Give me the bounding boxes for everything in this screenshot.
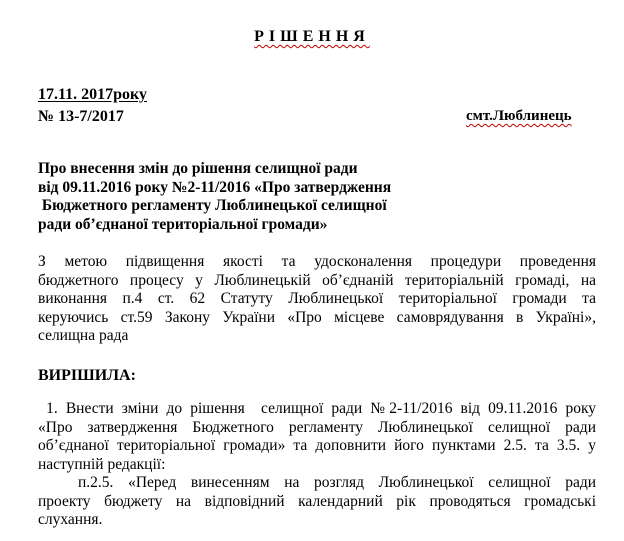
decision-date: 17.11. 2017року [38, 86, 148, 103]
preamble-paragraph [38, 253, 596, 346]
subject-line: Бюджетного регламенту Люблинецької селищної [38, 197, 387, 214]
document-heading [0, 28, 624, 46]
item-1-line: об’єднаної територіальної громади» та доповнити його пунктами 2.5. та 3.5. у [38, 437, 596, 454]
preamble-line: З метою підвищення якості та удосконалення процедури проведення [38, 253, 596, 270]
item-1-line: 1. Внести зміни до рішення селищної ради №2-11/2016 від 09.11.2016 року [38, 400, 596, 417]
item-2-5-line: слухання. [38, 511, 103, 528]
decision-subject [38, 160, 478, 234]
item-2-5-paragraph [38, 474, 596, 530]
item-2-5-line: проекту бюджету на відповідний календарний рік проводяться громадські [38, 492, 596, 510]
resolved-heading: ВИРІШИЛА: [38, 367, 136, 384]
preamble-line: селищна рада [38, 327, 129, 344]
item-1-line: «Про затвердження Бюджетного регламенту Люблинецької селищної ради [38, 418, 596, 436]
subject-line: від 09.11.2016 року №2-11/2016 «Про затвердження [38, 178, 392, 196]
decision-number: № 13-7/2017 [38, 108, 124, 125]
subject-line: ради об’єднаної територіальної громади» [38, 215, 328, 233]
item-1-line: наступній редакції: [38, 455, 166, 473]
preamble-line: бюджетного процесу у Люблинецькій об’єднаній територіальній громаді, на [38, 271, 596, 289]
item-2-5-line: п.2.5. «Перед винесенням на розгляд Люблинецької селищної ради [78, 474, 596, 491]
heading-text: РІШЕННЯ [254, 28, 370, 45]
item-1-paragraph [38, 400, 596, 474]
preamble-line: виконання п.4 ст. 62 Статуту Люблинецької територіальної громади та [38, 290, 596, 307]
subject-line: Про внесення змін до рішення селищної ради [38, 160, 358, 177]
preamble-line: керуючись ст.59 Закону України «Про місцеве самоврядування в Україні», [38, 308, 596, 326]
decision-place: смт.Люблинець [466, 108, 572, 124]
